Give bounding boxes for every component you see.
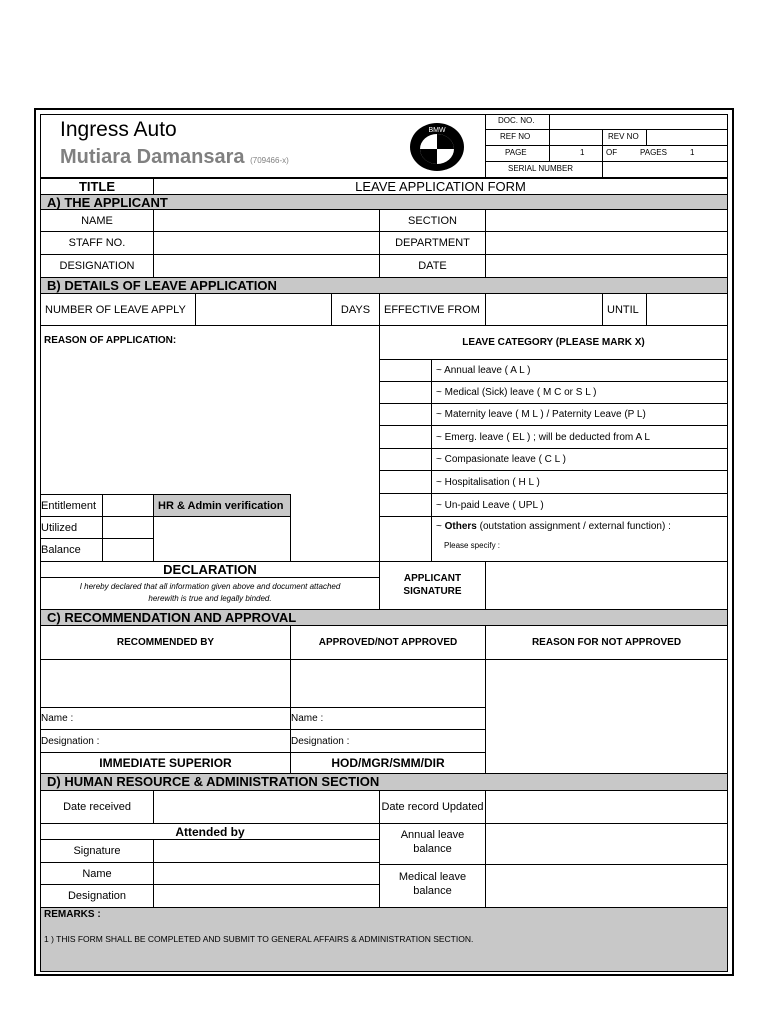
- name-label: NAME: [40, 209, 154, 232]
- name-field[interactable]: [153, 209, 380, 232]
- pages-label: PAGES: [640, 148, 667, 157]
- date-label: DATE: [379, 254, 486, 278]
- hr-designation-label: Designation: [40, 884, 154, 908]
- emergency-leave-option: ~ Emerg. leave ( EL ) ; will be deducted from A L: [431, 425, 728, 449]
- annual-balance-line-1: Annual leave: [400, 829, 465, 841]
- designation-label: DESIGNATION: [40, 254, 154, 278]
- until-label: UNTIL: [602, 293, 647, 326]
- others-option: [431, 516, 728, 562]
- section-b-heading: B) DETAILS OF LEAVE APPLICATION: [40, 277, 728, 294]
- doc-no-label: DOC. NO.: [498, 116, 535, 125]
- approved-name-field[interactable]: Name :: [290, 707, 486, 730]
- company-name: Ingress Auto: [60, 118, 177, 141]
- hr-designation-field[interactable]: [153, 884, 380, 908]
- emergency-leave-checkbox[interactable]: [379, 425, 432, 449]
- others-bold: Others: [444, 521, 477, 532]
- designation-field[interactable]: [153, 254, 380, 278]
- medical-balance-line-1: Medical leave: [398, 871, 467, 883]
- recommended-signature-field[interactable]: [40, 659, 291, 708]
- immediate-superior-label: IMMEDIATE SUPERIOR: [40, 752, 291, 774]
- bmw-logo-icon: [409, 122, 465, 172]
- page-value: 1: [580, 148, 585, 157]
- declaration-line-2: herewith is true and legally binded.: [148, 594, 272, 603]
- hospitalisation-checkbox[interactable]: [379, 470, 432, 494]
- hr-name-label: Name: [40, 862, 154, 885]
- section-label: SECTION: [379, 209, 486, 232]
- staff-no-field[interactable]: [153, 231, 380, 255]
- department-field[interactable]: [485, 231, 728, 255]
- number-of-leave-field[interactable]: [195, 293, 332, 326]
- remarks-label: REMARKS :: [44, 909, 101, 920]
- others-rest: (outstation assignment / external function) :: [476, 521, 671, 532]
- maternity-leave-option: ~ Maternity leave ( M L ) / Paternity Leave (P L): [431, 403, 728, 426]
- applicant-signature-label-cell: [379, 561, 486, 610]
- attended-by-label: Attended by: [40, 823, 380, 840]
- section-field[interactable]: [485, 209, 728, 232]
- effective-from-field[interactable]: [485, 293, 603, 326]
- approved-signature-field[interactable]: [290, 659, 486, 708]
- others-prefix: ~: [436, 521, 445, 532]
- pages-value: 1: [690, 148, 695, 157]
- reason-label: REASON OF APPLICATION:: [44, 335, 177, 346]
- hospitalisation-option: ~ Hospitalisation ( H L ): [431, 470, 728, 494]
- entitlement-label: Entitlement: [40, 494, 103, 517]
- medical-balance-label-cell: [379, 864, 486, 908]
- medical-leave-checkbox[interactable]: [379, 381, 432, 404]
- compassionate-leave-option: ~ Compasionate leave ( C L ): [431, 448, 728, 471]
- applicant-signature-line-1: APPLICANT: [403, 573, 462, 584]
- hr-name-field[interactable]: [153, 862, 380, 885]
- branch-name: [60, 146, 289, 169]
- entitlement-field[interactable]: [102, 494, 154, 517]
- hod-label: HOD/MGR/SMM/DIR: [290, 752, 486, 774]
- department-label: DEPARTMENT: [379, 231, 486, 255]
- medical-leave-option: ~ Medical (Sick) leave ( M C or S L ): [431, 381, 728, 404]
- page-label: PAGE: [505, 148, 527, 157]
- date-updated-field[interactable]: [485, 790, 728, 824]
- number-of-leave-label: NUMBER OF LEAVE APPLY: [40, 293, 196, 326]
- date-field[interactable]: [485, 254, 728, 278]
- medical-balance-field[interactable]: [485, 864, 728, 908]
- annual-balance-label-cell: [379, 823, 486, 865]
- section-a-heading: A) THE APPLICANT: [40, 194, 728, 210]
- approved-label: APPROVED/NOT APPROVED: [290, 625, 486, 660]
- applicant-signature-line-2: SIGNATURE: [403, 586, 462, 597]
- of-label: OF: [606, 148, 618, 157]
- approved-designation-field[interactable]: Designation :: [290, 729, 486, 753]
- form-title: LEAVE APPLICATION FORM: [153, 178, 728, 195]
- rev-no-label: REV NO: [608, 132, 639, 141]
- reason-not-approved-label: REASON FOR NOT APPROVED: [485, 625, 728, 660]
- annual-leave-checkbox[interactable]: [379, 359, 432, 382]
- annual-balance-line-2: balance: [413, 843, 452, 855]
- annual-balance-field[interactable]: [485, 823, 728, 865]
- balance-field[interactable]: [102, 538, 154, 562]
- balance-label: Balance: [40, 538, 103, 562]
- recommended-by-label: RECOMMENDED BY: [40, 625, 291, 660]
- branch-text: Mutiara Damansara: [60, 146, 245, 168]
- recommended-designation-field[interactable]: Designation :: [40, 729, 291, 753]
- unpaid-leave-option: ~ Un-paid Leave ( UPL ): [431, 493, 728, 517]
- hr-signature-field[interactable]: [153, 839, 380, 863]
- date-updated-label: Date record Updated: [379, 790, 486, 824]
- title-label: TITLE: [40, 178, 154, 195]
- declaration-heading: DECLARATION: [163, 562, 257, 577]
- leave-category-label: LEAVE CATEGORY (PLEASE MARK X): [379, 325, 728, 360]
- declaration-line-1: I hereby declared that all information given above and document attached: [79, 582, 341, 591]
- days-label: DAYS: [331, 293, 380, 326]
- effective-from-label: EFFECTIVE FROM: [379, 293, 486, 326]
- others-checkbox[interactable]: [379, 516, 432, 562]
- compassionate-leave-checkbox[interactable]: [379, 448, 432, 471]
- reason-not-approved-field[interactable]: [485, 659, 728, 774]
- annual-leave-option: ~ Annual leave ( A L ): [431, 359, 728, 382]
- hr-signature-label: Signature: [40, 839, 154, 863]
- applicant-signature-field[interactable]: [485, 561, 728, 610]
- utilized-field[interactable]: [102, 516, 154, 539]
- maternity-leave-checkbox[interactable]: [379, 403, 432, 426]
- remarks-text: 1 ) THIS FORM SHALL BE COMPLETED AND SUBMIT TO GENERAL AFFAIRS & ADMINISTRATION SECTION.: [44, 934, 474, 944]
- serial-number-label: SERIAL NUMBER: [508, 164, 574, 173]
- date-received-field[interactable]: [153, 790, 380, 824]
- recommended-name-field[interactable]: Name :: [40, 707, 291, 730]
- utilized-label: Utilized: [40, 516, 103, 539]
- until-field[interactable]: [646, 293, 728, 326]
- ref-no-label: REF NO: [500, 132, 531, 141]
- unpaid-leave-checkbox[interactable]: [379, 493, 432, 517]
- logo-text: BMW: [428, 127, 446, 134]
- medical-balance-line-2: balance: [413, 885, 452, 897]
- company-reg-no: (709466-x): [250, 156, 289, 165]
- please-specify-label: Please specify :: [444, 541, 501, 550]
- staff-no-label: STAFF NO.: [40, 231, 154, 255]
- hr-verification-label: HR & Admin verification: [153, 494, 291, 517]
- date-received-label: Date received: [40, 790, 154, 824]
- hr-verification-field[interactable]: [153, 516, 291, 562]
- section-d-heading: D) HUMAN RESOURCE & ADMINISTRATION SECTION: [40, 773, 728, 791]
- section-c-heading: C) RECOMMENDATION AND APPROVAL: [40, 609, 728, 626]
